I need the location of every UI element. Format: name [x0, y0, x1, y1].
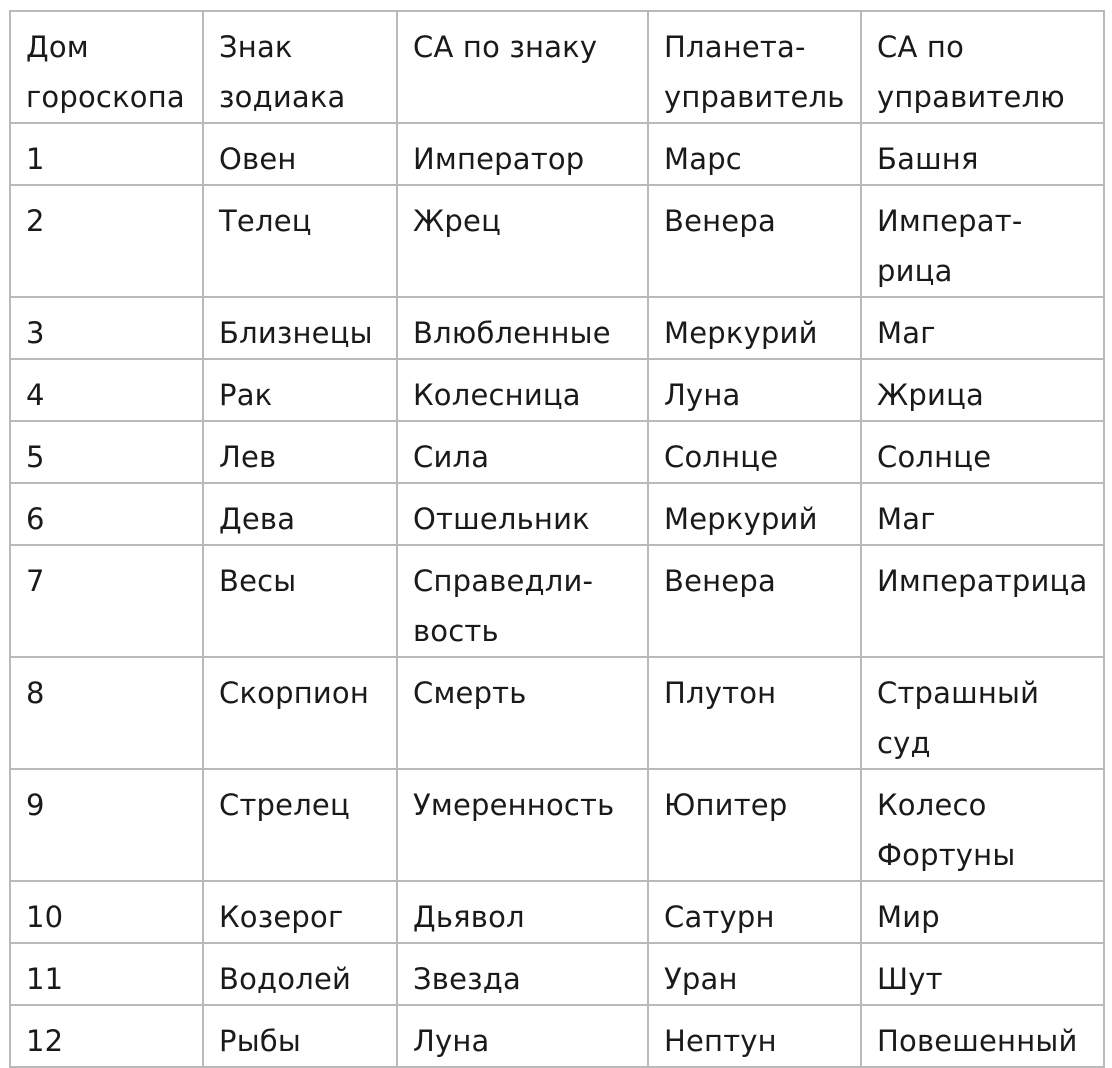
cell-arcana-by-sign: Луна	[397, 1005, 648, 1067]
cell-arcana-by-ruler: Солнце	[861, 421, 1104, 483]
header-cell-arcana-by-sign: СА по знаку	[397, 11, 648, 123]
cell-house: 5	[10, 421, 203, 483]
cell-arcana-by-sign: Смерть	[397, 657, 648, 769]
cell-ruling-planet: Сатурн	[648, 881, 861, 943]
cell-arcana-by-ruler: Жрица	[861, 359, 1104, 421]
cell-house: 6	[10, 483, 203, 545]
cell-sign: Козерог	[203, 881, 397, 943]
cell-arcana-by-ruler: Императ- рица	[861, 185, 1104, 297]
cell-house: 7	[10, 545, 203, 657]
cell-arcana-by-sign: Колесница	[397, 359, 648, 421]
cell-arcana-by-sign: Умеренность	[397, 769, 648, 881]
cell-arcana-by-sign: Император	[397, 123, 648, 185]
cell-arcana-by-ruler: Маг	[861, 483, 1104, 545]
cell-house: 11	[10, 943, 203, 1005]
cell-ruling-planet: Меркурий	[648, 297, 861, 359]
cell-house: 10	[10, 881, 203, 943]
cell-arcana-by-sign: Отшельник	[397, 483, 648, 545]
cell-ruling-planet: Меркурий	[648, 483, 861, 545]
cell-house: 4	[10, 359, 203, 421]
cell-sign: Близнецы	[203, 297, 397, 359]
cell-sign: Дева	[203, 483, 397, 545]
cell-sign: Рыбы	[203, 1005, 397, 1067]
cell-sign: Овен	[203, 123, 397, 185]
cell-ruling-planet: Венера	[648, 185, 861, 297]
cell-sign: Рак	[203, 359, 397, 421]
cell-arcana-by-ruler: Башня	[861, 123, 1104, 185]
table-row	[10, 359, 1104, 421]
table-row	[10, 943, 1104, 1005]
cell-arcana-by-sign: Дьявол	[397, 881, 648, 943]
cell-ruling-planet: Уран	[648, 943, 861, 1005]
cell-house: 8	[10, 657, 203, 769]
table-row	[10, 657, 1104, 769]
table-row	[10, 297, 1104, 359]
cell-ruling-planet: Юпитер	[648, 769, 861, 881]
cell-sign: Водолей	[203, 943, 397, 1005]
cell-sign: Телец	[203, 185, 397, 297]
cell-house: 9	[10, 769, 203, 881]
cell-arcana-by-sign: Справедли- вость	[397, 545, 648, 657]
cell-arcana-by-ruler: Императрица	[861, 545, 1104, 657]
table-row	[10, 545, 1104, 657]
table-body	[10, 11, 1104, 1067]
cell-arcana-by-sign: Влюбленные	[397, 297, 648, 359]
cell-house: 12	[10, 1005, 203, 1067]
cell-ruling-planet: Солнце	[648, 421, 861, 483]
cell-arcana-by-ruler: Повешенный	[861, 1005, 1104, 1067]
header-cell-arcana-by-ruler: СА по управителю	[861, 11, 1104, 123]
cell-arcana-by-ruler: Мир	[861, 881, 1104, 943]
table-row	[10, 185, 1104, 297]
cell-sign: Весы	[203, 545, 397, 657]
cell-arcana-by-sign: Сила	[397, 421, 648, 483]
table-header-row	[10, 11, 1104, 123]
table-row	[10, 881, 1104, 943]
cell-arcana-by-ruler: Страшный суд	[861, 657, 1104, 769]
cell-arcana-by-ruler: Маг	[861, 297, 1104, 359]
cell-arcana-by-sign: Звезда	[397, 943, 648, 1005]
header-cell-house: Дом гороскопа	[10, 11, 203, 123]
cell-ruling-planet: Нептун	[648, 1005, 861, 1067]
cell-ruling-planet: Луна	[648, 359, 861, 421]
cell-arcana-by-ruler: Колесо Фортуны	[861, 769, 1104, 881]
table-row	[10, 421, 1104, 483]
table-row	[10, 483, 1104, 545]
cell-ruling-planet: Марс	[648, 123, 861, 185]
zodiac-house-table	[9, 10, 1105, 1068]
cell-sign: Стрелец	[203, 769, 397, 881]
cell-house: 2	[10, 185, 203, 297]
header-cell-sign: Знак зодиака	[203, 11, 397, 123]
cell-arcana-by-ruler: Шут	[861, 943, 1104, 1005]
cell-sign: Лев	[203, 421, 397, 483]
table-row	[10, 1005, 1104, 1067]
header-cell-ruling-planet: Планета- управитель	[648, 11, 861, 123]
cell-house: 3	[10, 297, 203, 359]
cell-ruling-planet: Венера	[648, 545, 861, 657]
cell-sign: Скорпион	[203, 657, 397, 769]
table-row	[10, 123, 1104, 185]
cell-house: 1	[10, 123, 203, 185]
table-row	[10, 769, 1104, 881]
cell-ruling-planet: Плутон	[648, 657, 861, 769]
cell-arcana-by-sign: Жрец	[397, 185, 648, 297]
